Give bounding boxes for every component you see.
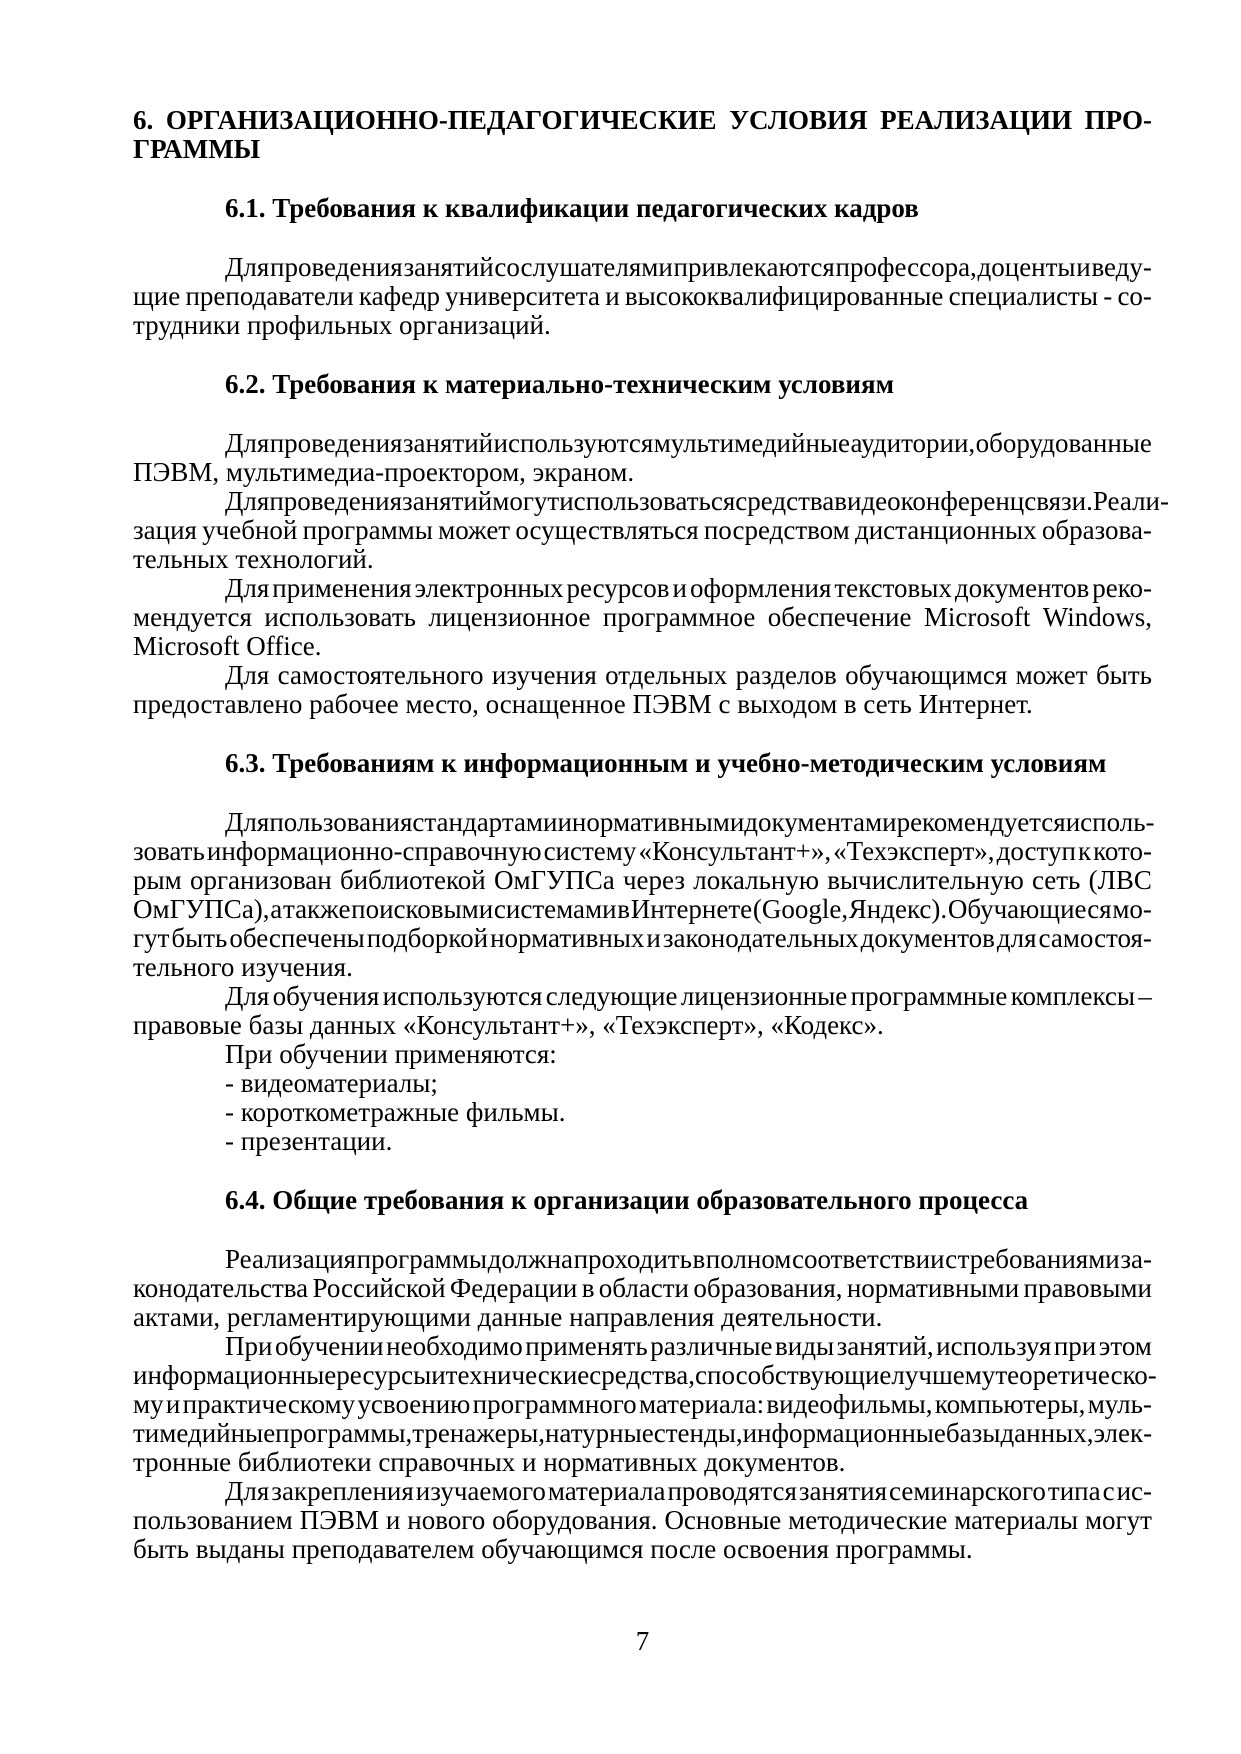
text-line: Для проведения занятий используются мультимедийные аудитории, оборудованные [225,428,1152,458]
text-line: актами, регламентирующими данные направления деятельности. [133,1302,883,1332]
paragraph [133,1245,1152,1332]
list-item: - короткометражные фильмы. [225,1097,566,1127]
section-heading-6-1: 6.1. Требования к квалификации педагогических кадров [225,193,919,223]
main-heading-line: 6. ОРГАНИЗАЦИОННО-ПЕДАГОГИЧЕСКИЕ УСЛОВИЯ РЕАЛИЗАЦИИ ПРО- [133,105,1152,135]
paragraph [133,661,1152,719]
text-line: При обучении необходимо применять различные виды занятий, используя при этом [225,1331,1152,1361]
text-line: Для проведения занятий со слушателями привлекаются профессора, доценты и веду- [225,252,1152,282]
text-line: тимедийные программы, тренажеры, натурные стенды, информационные базы данных, элек- [133,1418,1153,1448]
text-line: При обучении применяются: [225,1039,557,1069]
text-line: Microsoft Office. [133,631,322,661]
section-6-3 [133,748,1155,1156]
text-line: Для пользования стандартами и нормативными документами рекомендуется исполь- [225,807,1155,837]
text-line: Для закрепления изучаемого материала проводятся занятия семинарского типа с ис- [225,1476,1152,1506]
section-6-4 [133,1185,1157,1564]
text-line: информационные ресурсы и технические средства, способствующие лучшему теоретическо- [133,1360,1157,1390]
main-heading-line: ГРАММЫ [133,134,261,164]
paragraph [133,807,1155,982]
text-line: Для применения электронных ресурсов и оформления текстовых документов реко- [225,573,1152,603]
section-heading-6-2: 6.2. Требования к материально-техническим условиям [225,369,894,399]
text-line: мендуется использовать лицензионное программное обеспечение Microsoft Windows, [133,602,1152,632]
text-line: быть выданы преподавателем обучающимся после освоения программы. [133,1534,973,1564]
paragraph [133,486,1169,574]
paragraph [133,1040,1152,1069]
text-line: ОмГУПСа), а также поисковыми системами в Интернете (Google, Яндекс). Обучающиеся мо- [133,894,1152,924]
text-line: зовать информационно-справочную систему «Консультант+», «Техэксперт», доступ к кото- [133,836,1152,866]
text-line: тельного изучения. [133,952,353,982]
section-6-2 [133,369,1169,719]
paragraph [133,253,1152,340]
text-line: Для проведения занятий могут использоваться средства видеоконференцсвязи. Реали- [225,486,1169,516]
text-line: му и практическому усвоению программного материала: видеофильмы, компьютеры, муль- [133,1389,1152,1419]
section-6-1 [133,194,1152,340]
text-line: пользованием ПЭВМ и нового оборудования. Основные методические материалы могут [133,1505,1152,1535]
text-line: трудники профильных организаций. [133,310,551,340]
main-heading [133,106,1152,164]
text-line: Для самостоятельного изучения отдельных разделов обучающимся может быть [225,660,1152,690]
section-heading-6-4: 6.4. Общие требования к организации образовательного процесса [225,1185,1029,1215]
paragraph [133,1331,1157,1477]
text-line: рым организован библиотекой ОмГУПСа через локальную вычислительную сеть (ЛВС [133,865,1152,895]
section-heading-6-3: 6.3. Требованиям к информационным и учебно-методическим условиям [225,748,1107,778]
text-line: щие преподаватели кафедр университета и высококвалифицированные специалисты - со- [133,281,1152,311]
text-line: ПЭВМ, мультимедиа-проектором, экраном. [133,457,635,487]
page-number: 7 [635,1626,650,1656]
document-body [133,193,1169,1564]
text-line: тронные библиотеки справочных и нормативных документов. [133,1447,846,1477]
list-item: - презентации. [225,1126,393,1156]
paragraph [133,429,1152,487]
text-line: тельных технологий. [133,544,374,574]
text-line: Для обучения используются следующие лицензионные программные комплексы – [225,981,1152,1011]
text-line: правовые базы данных «Консультант+», «Техэксперт», «Кодекс». [133,1010,884,1040]
text-line: зация учебной программы может осуществляться посредством дистанционных образова- [133,515,1152,545]
text-line: конодательства Российской Федерации в области образования, нормативными правовыми [133,1273,1152,1303]
paragraph [133,574,1152,661]
text-line: гут быть обеспечены подборкой нормативных и законодательных документов для самостоя- [133,923,1152,953]
text-line: предоставлено рабочее место, оснащенное ПЭВМ с выходом в сеть Интернет. [133,689,1033,719]
paragraph [133,982,1152,1040]
text-line: Реализация программы должна проходить в полном соответствии с требованиями за- [225,1244,1152,1274]
paragraph [133,1477,1152,1564]
list-item: - видеоматериалы; [225,1068,438,1098]
